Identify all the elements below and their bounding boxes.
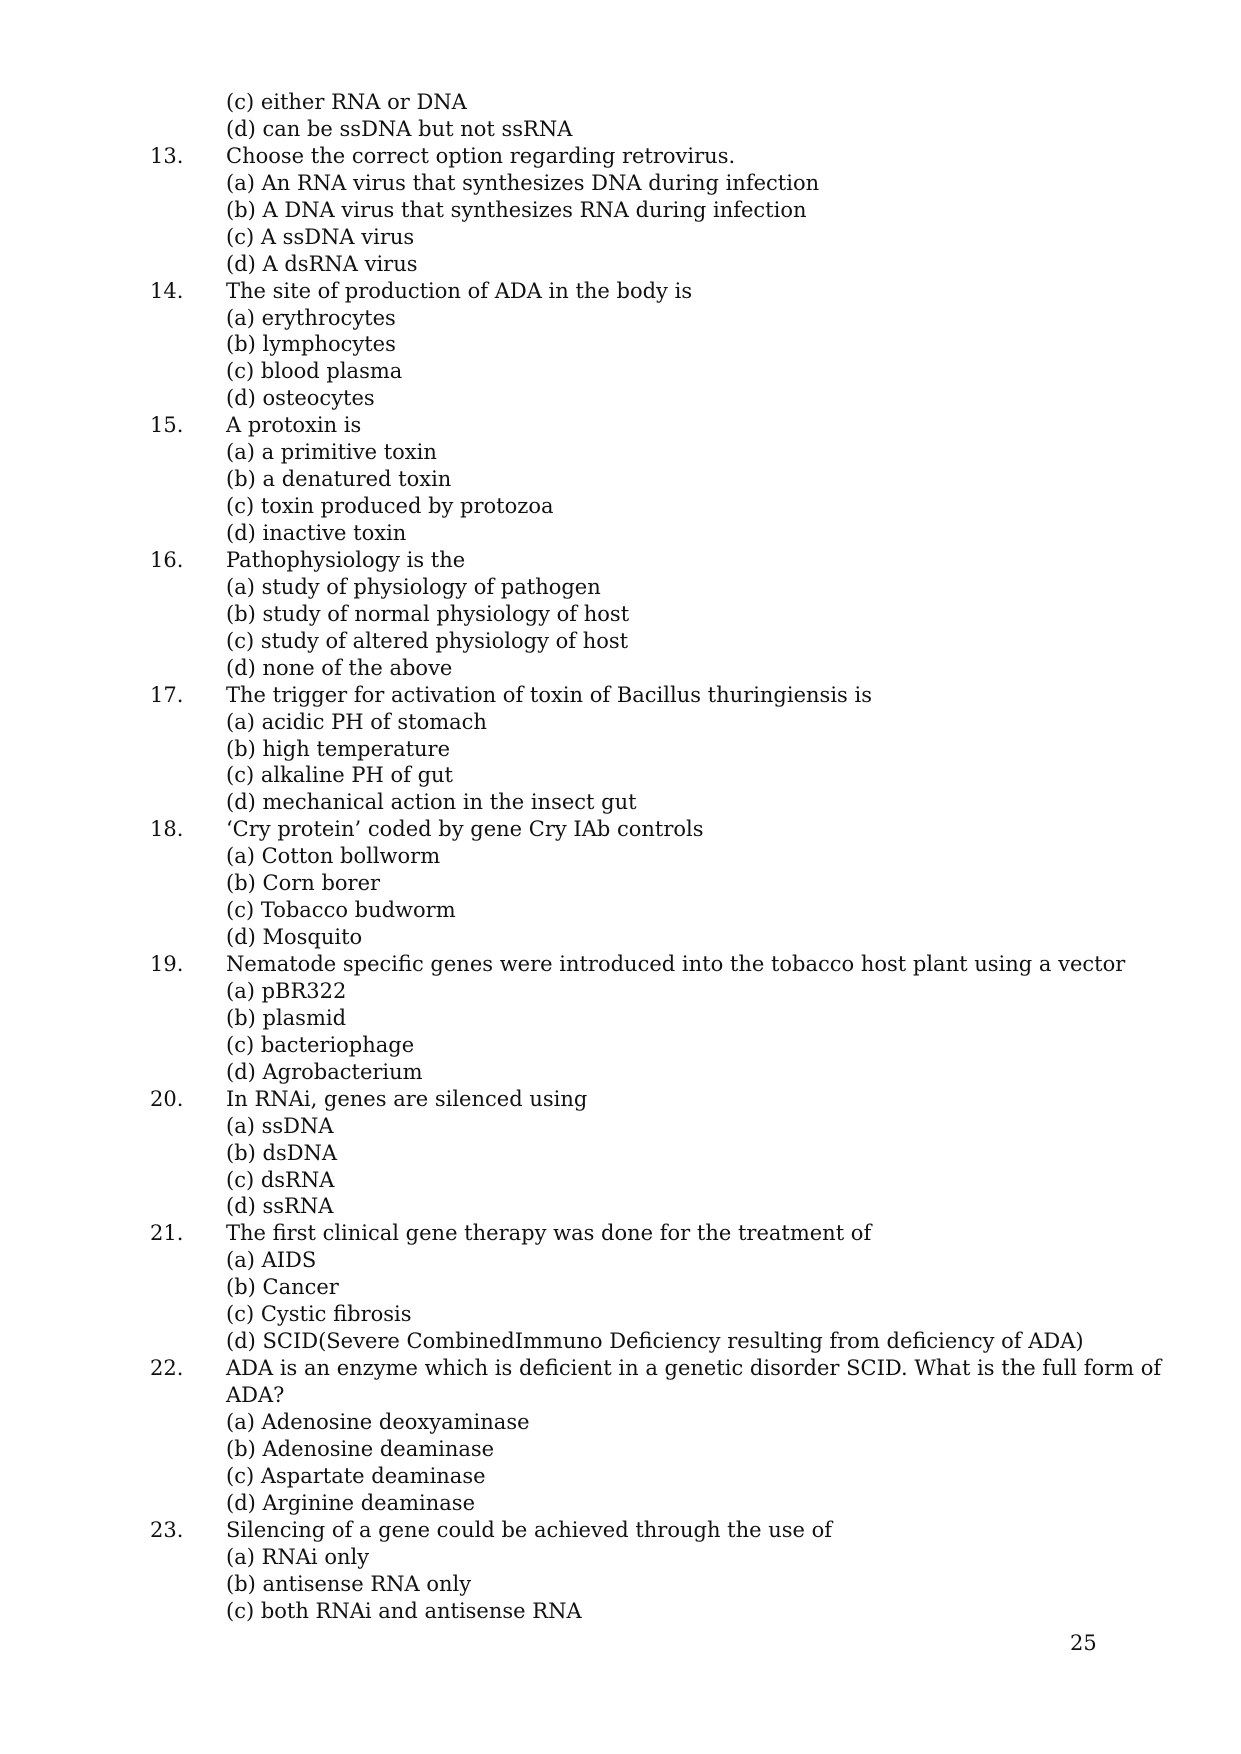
question-line [150,1355,1162,1382]
option-text: (c) both RNAi and antisense RNA [226,1598,582,1623]
option-line [150,224,1100,251]
option-line [150,1436,1100,1463]
option-text: (b) plasmid [226,1005,347,1030]
option-text: (a) Cotton bollworm [226,844,441,869]
option-line [150,843,1100,870]
question-text: ADA? [226,1383,285,1407]
question-line [150,1220,1100,1247]
question-number: 20. [150,1086,184,1111]
option-line [150,709,1100,736]
option-line [150,870,1100,897]
question-line [150,682,1100,709]
option-line [150,89,1100,116]
option-line [150,574,1100,601]
question-line [150,278,1100,305]
question-line [150,1382,1100,1409]
option-text: (b) antisense RNA only [226,1571,472,1596]
option-text: (d) none of the above [226,655,453,680]
option-text: (b) study of normal physiology of host [226,601,630,626]
option-line [150,1167,1100,1194]
option-text: (c) Aspartate deaminase [226,1463,486,1488]
option-text: (d) A dsRNA virus [226,251,418,276]
option-line [150,736,1100,763]
option-text: (c) alkaline PH of gut [226,763,453,788]
option-line [150,628,1100,655]
option-text: (d) osteocytes [226,386,375,411]
question-line [150,816,1100,843]
option-line [150,789,1100,816]
option-line [150,1059,1100,1086]
option-line [150,1463,1100,1490]
option-text: (c) dsRNA [226,1167,335,1192]
option-line [150,1490,1100,1517]
question-text: The trigger for activation of toxin of Bacillus thuringiensis is [226,682,872,707]
option-text: (a) AIDS [226,1248,317,1273]
option-line [150,1140,1100,1167]
option-text: (a) ssDNA [226,1113,334,1138]
question-number: 21. [150,1221,184,1246]
option-text: (d) Arginine deaminase [226,1490,476,1515]
option-line [150,1247,1100,1274]
option-text: (c) Tobacco budworm [226,898,456,923]
option-text: (b) lymphocytes [226,332,396,357]
question-list [150,89,1162,1624]
option-line [150,1005,1100,1032]
question-line [150,143,1100,170]
option-line [150,655,1100,682]
option-line [150,385,1100,412]
option-text: (b) a denatured toxin [226,467,452,492]
question-text: ‘Cry protein’ coded by gene Cry IAb controls [226,817,704,842]
option-line [150,1571,1100,1598]
question-line [150,1517,1100,1544]
question-number: 17. [150,682,184,707]
question-text: In RNAi, genes are silenced using [226,1086,588,1111]
option-text: (b) Cancer [226,1275,339,1300]
option-line [150,170,1100,197]
option-line [150,897,1100,924]
option-text: (a) acidic PH of stomach [226,709,487,734]
option-text: (d) can be ssDNA but not ssRNA [226,116,573,141]
question-line [150,547,1100,574]
option-line [150,116,1100,143]
option-text: (b) high temperature [226,736,451,761]
option-text: (b) dsDNA [226,1140,338,1165]
option-text: (a) Adenosine deoxyaminase [226,1409,530,1434]
option-line [150,305,1100,332]
option-text: (a) erythrocytes [226,305,396,330]
question-text: ADA is an enzyme which is deficient in a genetic disorder SCID. What is the full form of [226,1356,1162,1381]
option-line [150,601,1100,628]
option-text: (a) RNAi only [226,1544,370,1569]
option-line [150,924,1100,951]
option-line [150,1598,1100,1625]
option-line [150,493,1100,520]
option-text: (a) study of physiology of pathogen [226,574,601,599]
option-text: (c) A ssDNA virus [226,224,415,249]
option-line [150,331,1100,358]
option-line [150,197,1100,224]
option-text: (c) either RNA or DNA [226,90,467,114]
question-number: 14. [150,278,184,303]
question-text: The site of production of ADA in the body is [226,278,693,303]
question-text: Nematode specific genes were introduced into the tobacco host plant using a vector [226,952,1126,976]
question-text: Pathophysiology is the [226,547,466,572]
option-text: (d) Mosquito [226,925,363,950]
option-text: (d) Agrobacterium [226,1059,423,1084]
question-number: 19. [150,952,184,976]
option-line [150,1193,1100,1220]
option-line [150,1301,1100,1328]
option-line [150,1328,1100,1355]
option-text: (c) Cystic fibrosis [226,1302,412,1327]
option-line [150,1409,1100,1436]
page-number: 25 [1070,1631,1097,1655]
option-text: (a) pBR322 [226,978,347,1003]
question-number: 13. [150,143,184,168]
option-text: (d) SCID(Severe CombinedImmuno Deficiency resulting from deficiency of ADA) [226,1329,1084,1354]
question-number: 18. [150,817,184,842]
option-line [150,466,1100,493]
question-text: Choose the correct option regarding retrovirus. [226,143,736,168]
question-line [150,951,1126,978]
option-text: (c) study of altered physiology of host [226,628,629,653]
question-text: A protoxin is [226,413,362,438]
question-number: 23. [150,1517,184,1542]
question-text: The first clinical gene therapy was done for the treatment of [226,1221,872,1246]
option-line [150,520,1100,547]
option-line [150,358,1100,385]
question-number: 22. [150,1356,184,1381]
option-line [150,439,1100,466]
option-line [150,762,1100,789]
option-line [150,1032,1100,1059]
option-text: (a) a primitive toxin [226,440,437,465]
option-line [150,1544,1100,1571]
question-number: 15. [150,413,184,438]
option-line [150,1113,1100,1140]
option-text: (d) inactive toxin [226,521,407,545]
option-text: (b) Adenosine deaminase [226,1436,495,1461]
option-text: (a) An RNA virus that synthesizes DNA during infection [226,170,820,195]
option-text: (c) blood plasma [226,359,403,384]
option-text: (d) mechanical action in the insect gut [226,790,637,815]
option-text: (c) bacteriophage [226,1032,415,1057]
option-line [150,1274,1100,1301]
question-line [150,1086,1100,1113]
question-text: Silencing of a gene could be achieved through the use of [226,1517,833,1542]
option-line [150,251,1100,278]
option-line [150,978,1100,1005]
question-number: 16. [150,547,184,572]
option-text: (c) toxin produced by protozoa [226,494,554,519]
option-text: (d) ssRNA [226,1194,334,1219]
option-text: (b) Corn borer [226,871,381,896]
option-text: (b) A DNA virus that synthesizes RNA during infection [226,197,807,222]
question-line [150,412,1100,439]
